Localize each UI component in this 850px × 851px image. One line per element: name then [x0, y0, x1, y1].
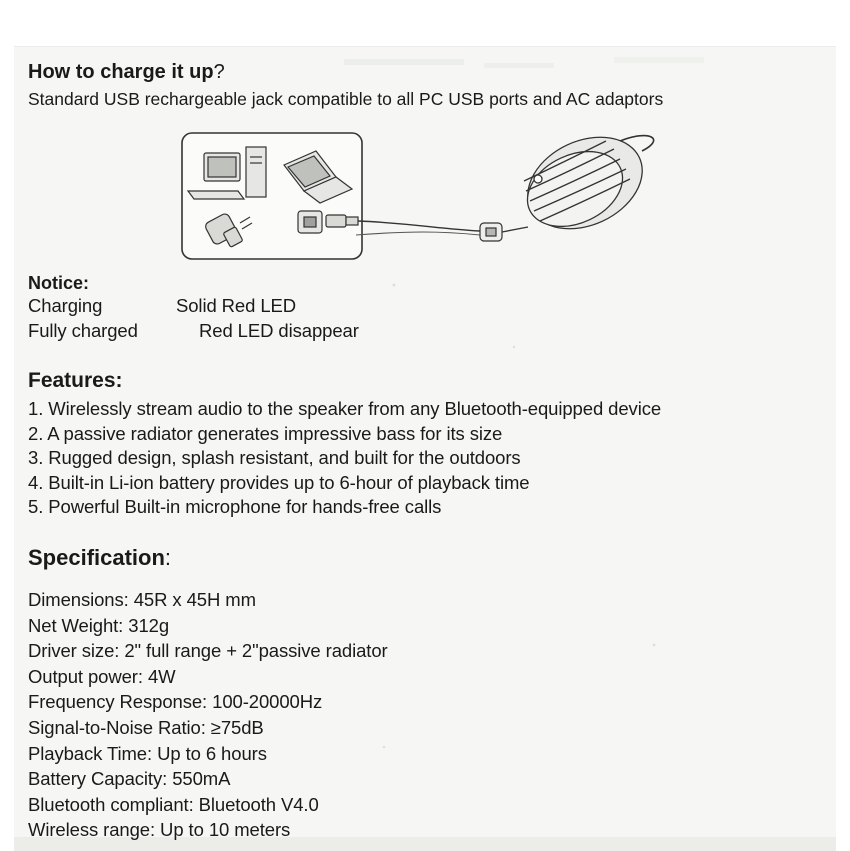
specification-heading	[28, 545, 171, 571]
spec-item: Dimensions: 45R x 45H mm	[28, 589, 256, 610]
feature-item: 2. A passive radiator generates impressive bass for its size	[28, 422, 503, 444]
spec-item: Playback Time: Up to 6 hours	[28, 742, 267, 764]
usb-port-icon	[298, 211, 322, 233]
notice-label: Charging	[28, 295, 103, 316]
spec-item: Driver size: 2" full range + 2"passive radiator	[28, 640, 388, 662]
feature-item: 5. Powerful Built-in microphone for hands-free calls	[28, 496, 442, 517]
feature-item: 1. Wirelessly stream audio to the speaker from any Bluetooth-equipped device	[28, 398, 662, 419]
feature-item: 4. Built-in Li-ion battery provides up to 6-hour of playback time	[28, 471, 530, 493]
notice-heading: Notice:	[28, 273, 90, 293]
notice-value: Red LED disappear	[199, 320, 359, 341]
micro-usb-connector-icon	[480, 223, 502, 241]
notice-value: Solid Red LED	[176, 295, 297, 316]
charging-illustration	[180, 131, 660, 266]
spec-item: Battery Capacity: 550mA	[28, 768, 231, 790]
feature-item: 3. Rugged design, splash resistant, and built for the outdoors	[28, 447, 521, 468]
spec-item: Wireless range: Up to 10 meters	[28, 819, 291, 841]
charging-cable	[358, 221, 480, 231]
features-list	[28, 397, 661, 520]
charging-description: Standard USB rechargeable jack compatible to all PC USB ports and AC adaptors	[28, 89, 664, 109]
usb-plug-icon	[326, 215, 358, 227]
specification-heading-suffix: :	[164, 545, 172, 570]
spec-item: Net Weight: 312g	[28, 614, 170, 636]
instruction-sheet	[14, 46, 836, 851]
specification-heading-text: Specification	[28, 545, 165, 570]
notice-label: Fully charged	[28, 320, 138, 341]
spec-item: Frequency Response: 100-20000Hz	[28, 691, 323, 713]
spec-item: Bluetooth compliant: Bluetooth V4.0	[28, 793, 319, 815]
specification-list	[28, 587, 388, 843]
spec-item: Signal-to-Noise Ratio: ≥75dB	[28, 716, 264, 738]
bluetooth-speaker-icon	[513, 131, 657, 246]
charging-heading-text: How to charge it up	[28, 61, 214, 83]
spec-item: Output power: 4W	[28, 665, 176, 687]
charging-heading	[28, 61, 225, 84]
charging-heading-suffix: ?	[213, 61, 225, 83]
features-heading: Features:	[28, 369, 123, 392]
